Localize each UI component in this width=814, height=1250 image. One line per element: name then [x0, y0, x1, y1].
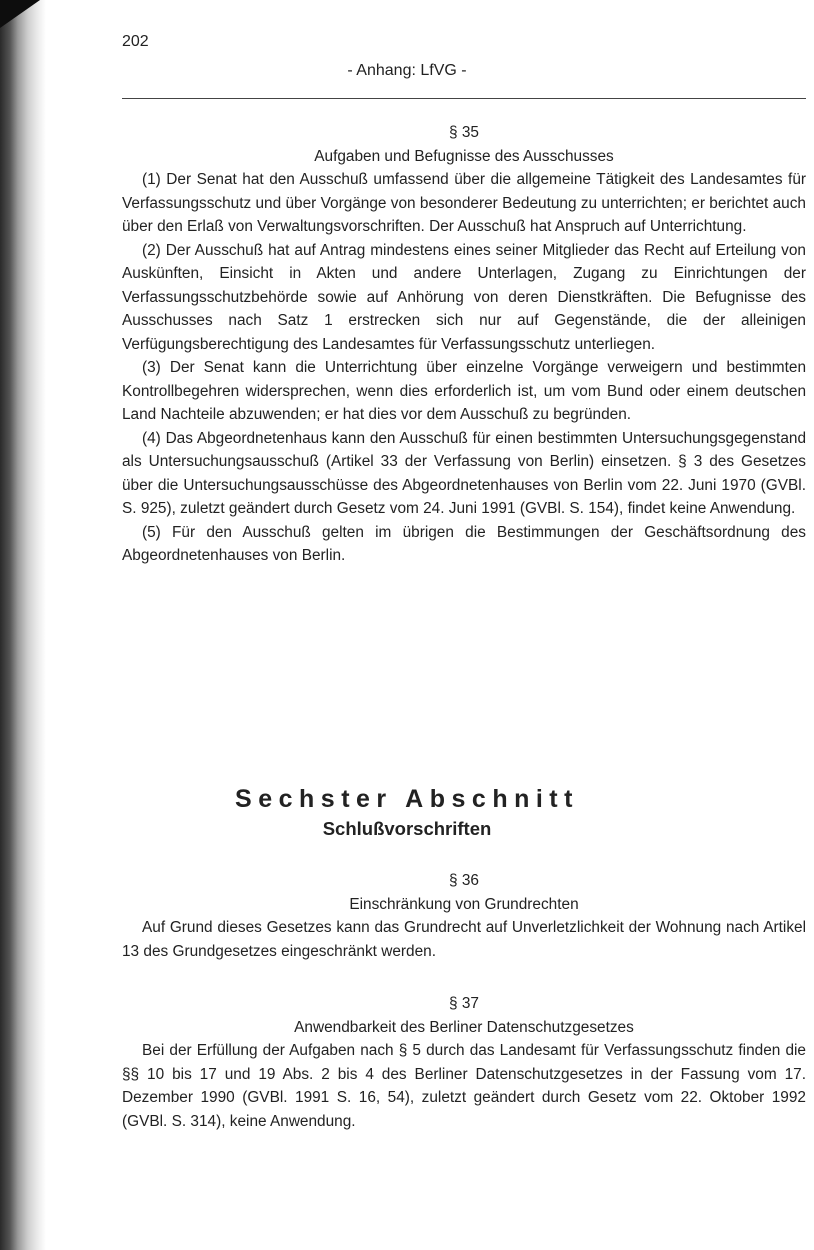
section-number: § 35	[449, 124, 479, 141]
paragraph: (4) Das Abgeordnetenhaus kann den Ausschuß für einen bestimmten Untersuchungsgegenstand als Untersuchungsausschuß (Artikel 33 der Verfassung von Berlin) einsetzen. § 3 des Gesetzes über die Untersuchungsausschüsse des Abgeordnetenhauses von Berlin vom 22. Juni 1970 (GVBl. S. 925), zuletzt geändert durch Gesetz vom 24. Juni 1991 (GVBl. S. 154), findet keine Anwendung.	[122, 429, 806, 517]
section-37	[122, 992, 806, 1133]
paragraph: (2) Der Ausschuß hat auf Antrag mindestens eines seiner Mitglieder das Recht auf Erteilung von Auskünften, Einsicht in Akten und andere Unterlagen, Zugang zu Einrichtungen der Verfassungsschutzbehörde sowie auf Anhörung von deren Dienstkräften. Die Befugnisse des Ausschusses nach Satz 1 erstrecken sich nur auf Gegenstände, die der alleinigen Verfügungsberechtigung des Landesamtes für Verfassungsschutz unterliegen.	[122, 241, 806, 353]
paragraph: Auf Grund dieses Gesetzes kann das Grundrecht auf Unverletzlichkeit der Wohnung nach Artikel 13 des Grundgesetzes eingeschränkt werden.	[122, 919, 806, 960]
chapter-title: Sechster Abschnitt	[235, 785, 579, 813]
section-35	[122, 121, 806, 568]
chapter-subtitle: Schlußvorschriften	[322, 818, 492, 839]
paragraph: (1) Der Senat hat den Ausschuß umfassend über die allgemeine Tätigkeit des Landesamtes für Verfassungsschutz und über Vorgänge von besonderer Bedeutung zu unterrichten; er berichtet auch über den Erlaß von Verwaltungsvorschriften. Der Ausschuß hat Anspruch auf Unterrichtung.	[122, 171, 806, 235]
running-head: - Anhang: LfVG -	[347, 62, 467, 79]
page-number: 202	[122, 33, 149, 50]
paragraph: Bei der Erfüllung der Aufgaben nach § 5 durch das Landesamt für Verfassungsschutz finden die §§ 10 bis 17 und 19 Abs. 2 bis 4 des Berliner Datenschutzgesetzes in der Fassung vom 17. Dezember 1990 (GVBl. 1991 S. 16, 54), zuletzt geändert durch Gesetz vom 22. Oktober 1992 (GVBl. S. 314), keine Anwendung.	[122, 1042, 806, 1130]
section-number: § 36	[449, 872, 479, 889]
section-number: § 37	[449, 995, 479, 1012]
book-binding-shadow	[0, 0, 46, 1250]
header-rule	[122, 98, 806, 99]
section-title: Anwendbarkeit des Berliner Datenschutzgesetzes	[294, 1018, 634, 1036]
paragraph: (5) Für den Ausschuß gelten im übrigen die Bestimmungen der Geschäftsordnung des Abgeordnetenhauses von Berlin.	[122, 523, 806, 564]
paragraph: (3) Der Senat kann die Unterrichtung über einzelne Vorgänge verweigern und bestimmten Kontrollbegehren widersprechen, wenn dies erforderlich ist, um vom Bund oder einem deutschen Land Nachteile abzuwenden; er hat dies vor dem Ausschuß zu begründen.	[122, 359, 806, 423]
scan-corner-mark	[0, 0, 40, 28]
section-title: Aufgaben und Befugnisse des Ausschusses	[314, 147, 614, 165]
section-36	[122, 869, 806, 963]
section-title: Einschränkung von Grundrechten	[349, 895, 579, 913]
